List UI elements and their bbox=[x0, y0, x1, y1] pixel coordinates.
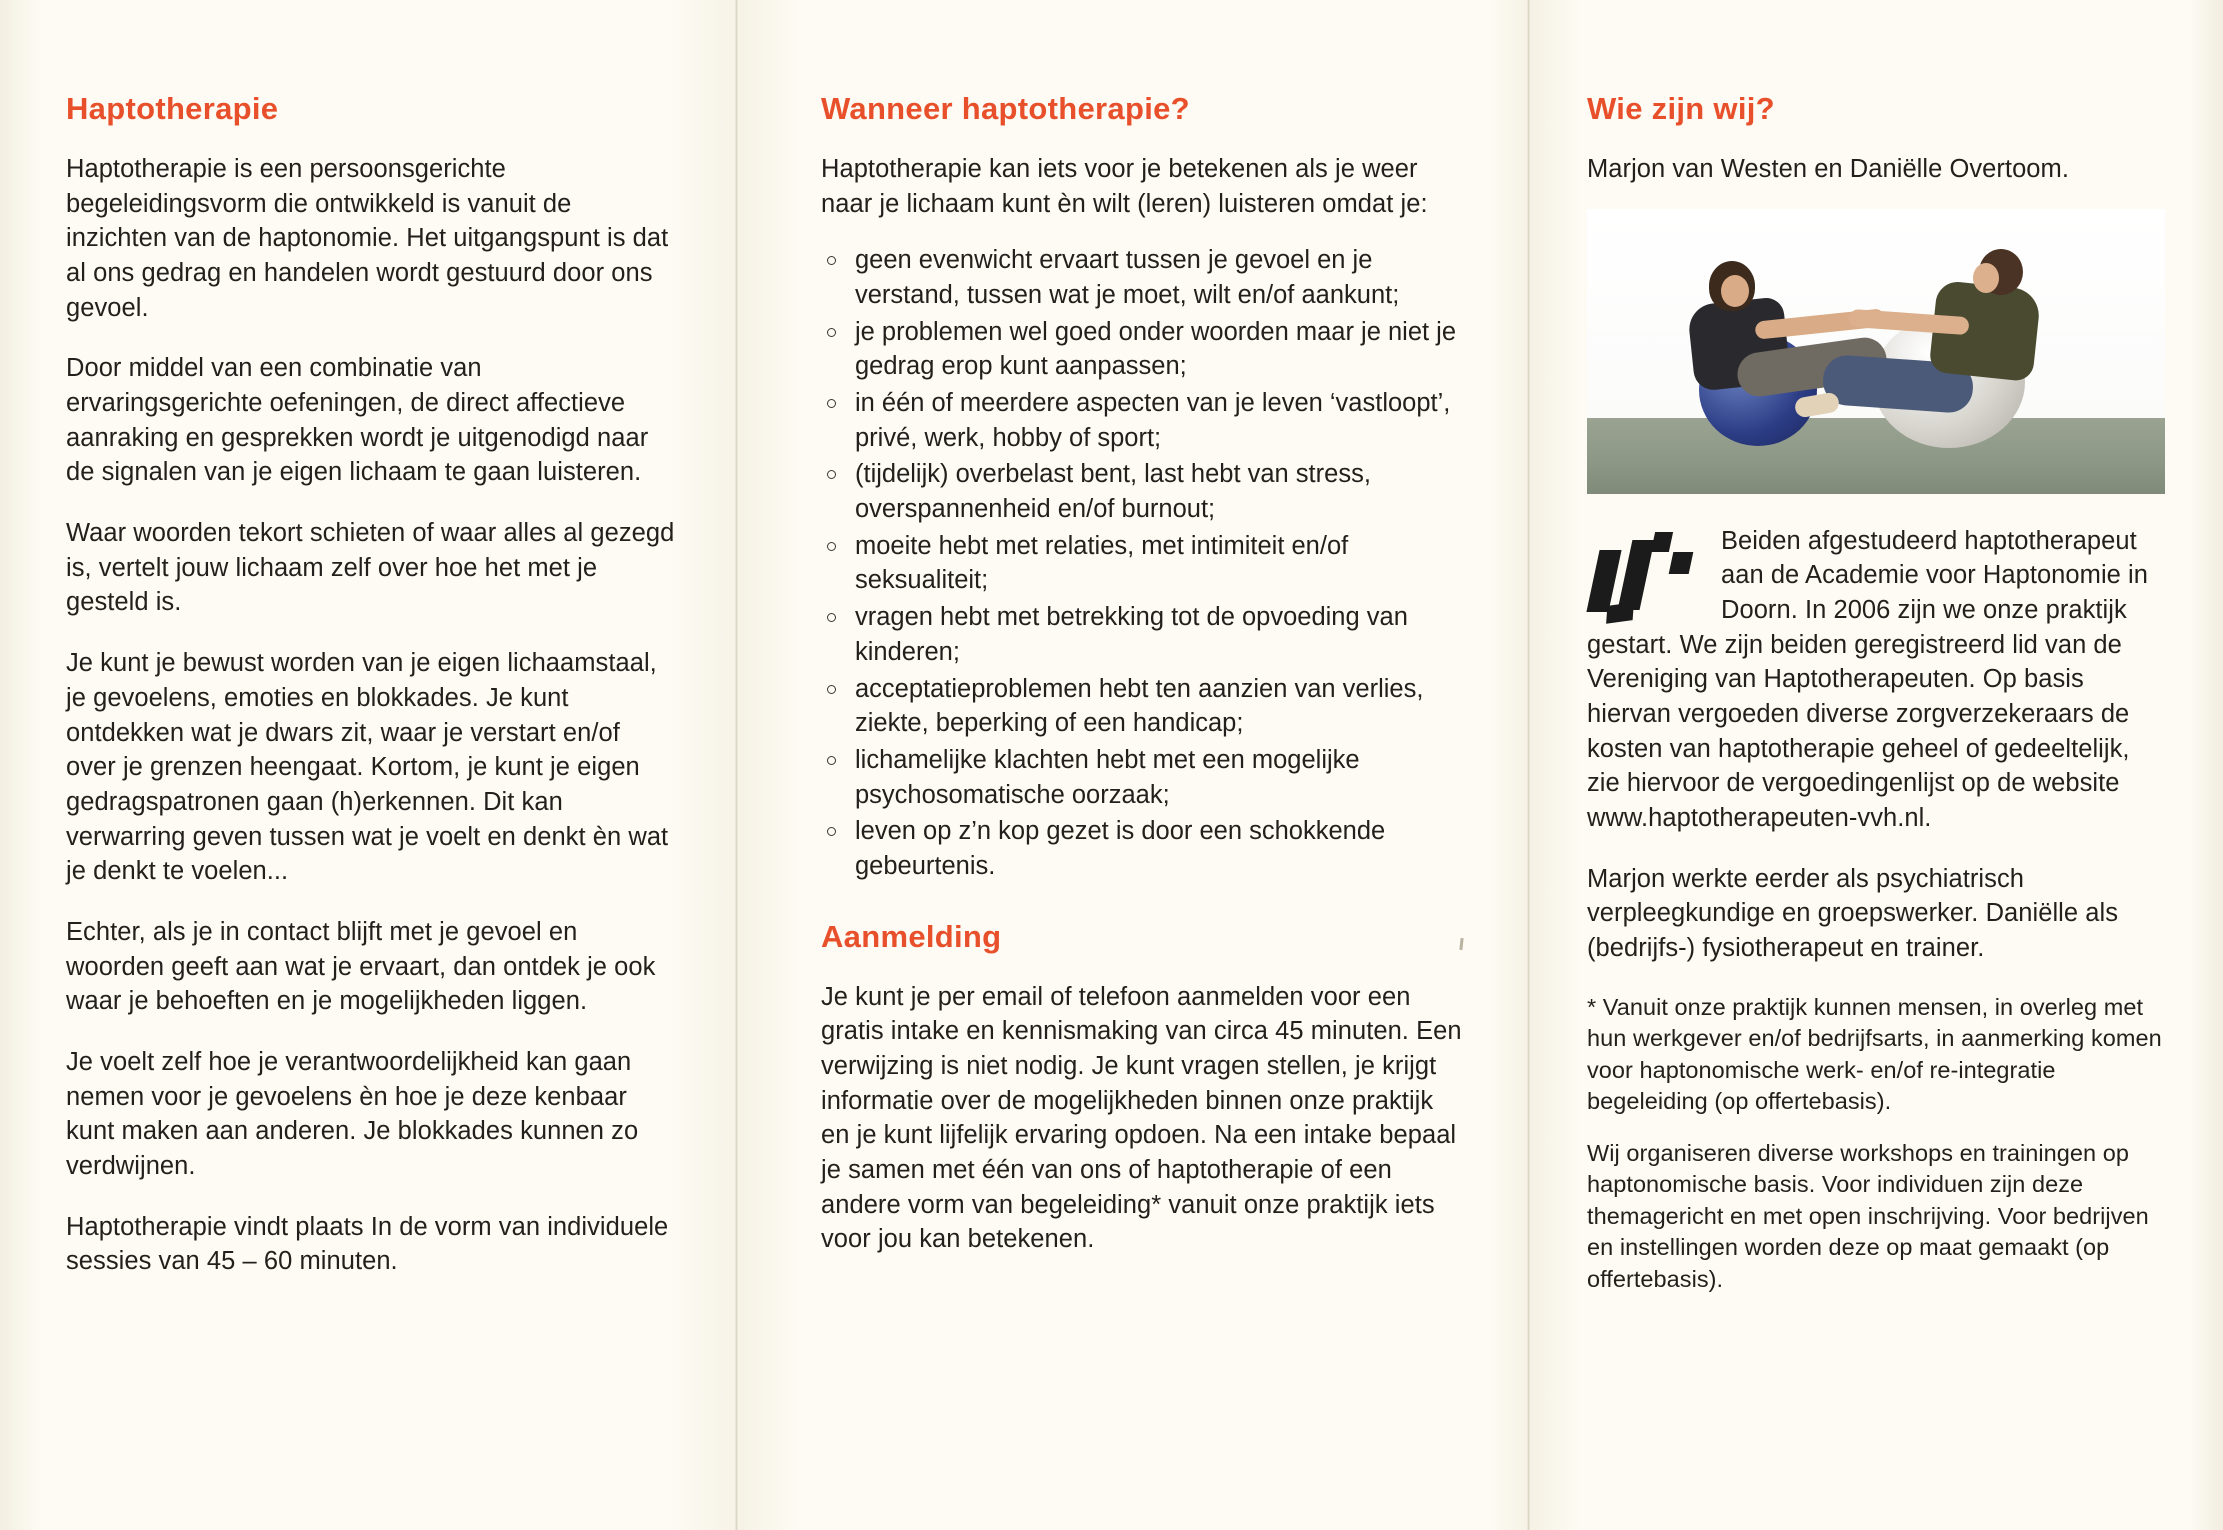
footnote-begeleiding: * Vanuit onze praktijk kunnen mensen, in overleg met hun werkgever en/of bedrijfsarts, in aanmerking komen voor haptonomische werk- en/of re-integratie begeleiding (op offertebasis). bbox=[1587, 993, 2162, 1115]
list-item: geen evenwicht ervaart tussen je gevoel en je verstand, tussen wat je moet, wilt en/of aankunt; bbox=[821, 243, 1467, 312]
paragraph: Haptotherapie vindt plaats In de vorm van individuele sessies van 45 – 60 minuten. bbox=[66, 1212, 669, 1276]
paragraph: Door middel van een combinatie van ervaringsgerichte oefeningen, de direct affectieve aanraking en gesprekken wordt je uitgenodigd naar de signalen van je eigen lichaam te gaan luisteren. bbox=[66, 354, 649, 487]
vvh-logo-icon bbox=[1587, 530, 1703, 624]
logo-stroke bbox=[1586, 550, 1621, 612]
heading-haptotherapie: Haptotherapie bbox=[66, 91, 279, 126]
paragraph: Echter, als je in contact blijft met je gevoel en woorden geeft aan wat je ervaart, dan ontdek je ook waar je behoeften en je mogelijkheden liggen. bbox=[66, 917, 656, 1016]
logo-stroke bbox=[1651, 532, 1673, 552]
paragraph: Haptotherapie is een persoonsgerichte begeleidingsvorm die ontwikkeld is vanuit de inzichten van de haptonomie. Het uitgangspunt is dat al ons gedrag en handelen wordt gestuurd door ons gevoel. bbox=[66, 155, 669, 322]
column-wie-zijn-wij bbox=[1527, 0, 2223, 1530]
therapist-names: Marjon van Westen en Daniëlle Overtoom. bbox=[1587, 155, 2069, 184]
list-item: in één of meerdere aspecten van je leven ‘vastloopt’, privé, werk, hobby of sport; bbox=[821, 386, 1467, 455]
list-item: leven op z’n kop gezet is door een schokkende gebeurtenis. bbox=[821, 814, 1467, 883]
paragraph: Je kunt je bewust worden van je eigen lichaamstaal, je gevoelens, emoties en blokkades. Je kunt ontdekken wat je dwars zit, waar je verstart en/of over je grenzen heengaat. Kortom, je kunt je eigen gedragspatronen gaan (h)erkennen. Dit kan verwarring geven tussen wat je voelt en denkt èn wat je denkt te voelen... bbox=[66, 649, 669, 886]
photo-floor bbox=[1587, 418, 2165, 494]
bullet-list-indicaties bbox=[821, 243, 1467, 883]
list-item: je problemen wel goed onder woorden maar je niet je gedrag erop kunt aanpassen; bbox=[821, 315, 1467, 384]
logo-stroke bbox=[1606, 602, 1634, 623]
paragraph-intro: Haptotherapie kan iets voor je betekenen als je weer naar je lichaam kunt èn wilt (leren) luisteren omdat je: bbox=[821, 155, 1428, 218]
logo-stroke bbox=[1618, 540, 1655, 610]
paragraph-werkervaring: Marjon werkte eerder als psychiatrisch verpleegkundige en groepswerker. Daniëlle als (bedrijfs-) fysiotherapeut en trainer. bbox=[1587, 864, 2118, 963]
heading-wanneer-haptotherapie: Wanneer haptotherapie? bbox=[821, 91, 1190, 126]
paragraph-achtergrond: Beiden afgestudeerd haptotherapeut aan de Academie voor Haptonomie in Doorn. In 2006 zijn we onze praktijk gestart. We zijn beiden geregistreerd lid van de Vereniging van Haptotherapeuten. Op basis hiervan vergoeden diverse zorgverzekeraars de kosten van haptotherapie geheel of gedeeltelijk, zie hiervoor de vergoedingenlijst op de website www.haptotherapeuten-vvh.nl. bbox=[1587, 526, 2148, 833]
person-left-face bbox=[1721, 275, 1749, 307]
heading-wie-zijn-wij: Wie zijn wij? bbox=[1587, 91, 1775, 126]
list-item: acceptatieproblemen hebt ten aanzien van verlies, ziekte, beperking of een handicap; bbox=[821, 672, 1467, 741]
list-item: (tijdelijk) overbelast bent, last hebt van stress, overspannenheid en/of burnout; bbox=[821, 457, 1467, 526]
heading-aanmelding: Aanmelding bbox=[821, 918, 1002, 954]
column-wanneer-haptotherapie bbox=[735, 0, 1527, 1530]
logo-stroke bbox=[1669, 552, 1694, 574]
paragraph-aanmelding: Je kunt je per email of telefoon aanmelden voor een gratis intake en kennismaking van circa 45 minuten. Een verwijzing is niet nodig. Je kunt vragen stellen, je krijgt informatie over de mogelijkheden binnen onze praktijk en je kunt lijfelijk ervaring opdoen. Na een intake bepaal je samen met één van ons of haptotherapie of een andere vorm van begeleiding* vanuit onze praktijk iets voor jou kan betekenen. bbox=[821, 982, 1462, 1254]
photo-two-women-on-exercise-balls bbox=[1587, 209, 2165, 494]
paragraph: Je voelt zelf hoe je verantwoordelijkheid kan gaan nemen voor je gevoelens èn hoe je deze kenbaar kunt maken aan anderen. Je blokkades kunnen zo verdwijnen. bbox=[66, 1047, 639, 1180]
paragraph: Waar woorden tekort schieten of waar alles al gezegd is, vertelt jouw lichaam zelf over hoe het met je gesteld is. bbox=[66, 519, 675, 617]
list-item: lichamelijke klachten hebt met een mogelijke psychosomatische oorzaak; bbox=[821, 743, 1467, 812]
list-item: moeite hebt met relaties, met intimiteit en/of seksualiteit; bbox=[821, 529, 1467, 598]
column-haptotherapie bbox=[0, 0, 735, 1530]
footnote-workshops: Wij organiseren diverse workshops en trainingen op haptonomische basis. Voor individuen zijn deze themagericht en met open inschrijving. Voor bedrijven en instellingen worden deze op maat gemaakt (op offertebasis). bbox=[1587, 1139, 2149, 1292]
list-item: vragen hebt met betrekking tot de opvoeding van kinderen; bbox=[821, 600, 1467, 669]
person-right-face bbox=[1973, 263, 1999, 293]
